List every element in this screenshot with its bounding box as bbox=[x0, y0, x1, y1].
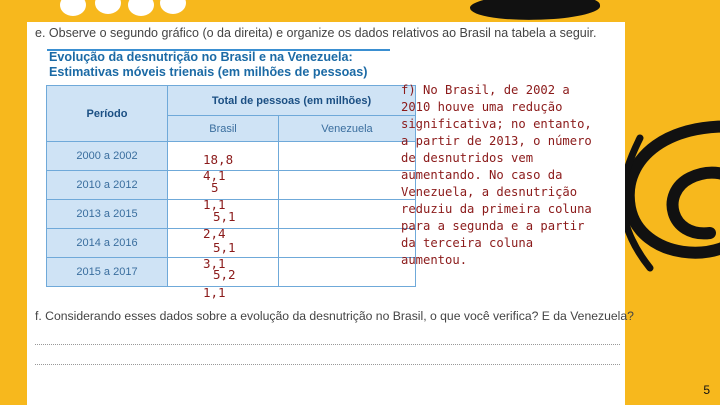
period-cell: 2014 a 2016 bbox=[47, 229, 168, 258]
decor-dot bbox=[95, 0, 121, 14]
venezuela-cell[interactable] bbox=[279, 200, 416, 229]
handwritten-value: 3,1 bbox=[203, 256, 226, 271]
period-cell: 2000 a 2002 bbox=[47, 142, 168, 171]
data-table bbox=[46, 85, 416, 287]
venezuela-cell[interactable] bbox=[279, 142, 416, 171]
period-header: Período bbox=[47, 86, 168, 142]
worksheet-page bbox=[27, 22, 634, 405]
col-header-brasil: Brasil bbox=[168, 116, 279, 142]
answer-line bbox=[35, 344, 620, 345]
answer-f-text: f) No Brasil, de 2002 a 2010 houve uma redução significativa; no entanto, a partir de 2013, o número de desnutridos vem aumentando. No caso da Venezuela, a desnutrição reduziu da primeira coluna para a segunda e a partir da terceira coluna aumentou. bbox=[401, 83, 592, 267]
page-number: 5 bbox=[703, 383, 710, 397]
decor-dot bbox=[128, 0, 154, 16]
handwritten-value: 5,1 bbox=[213, 240, 236, 255]
handwritten-value: 5 bbox=[211, 180, 219, 195]
table-title-line2: Estimativas móveis trienais (em milhões de pessoas) bbox=[49, 65, 368, 79]
total-header: Total de pessoas (em milhões) bbox=[168, 86, 416, 116]
answer-line bbox=[35, 364, 620, 365]
handwritten-value: 5,2 bbox=[213, 267, 236, 282]
decor-ink-blob bbox=[469, 0, 600, 23]
handwritten-value: 2,4 bbox=[203, 226, 226, 241]
venezuela-cell[interactable] bbox=[279, 229, 416, 258]
decor-dot bbox=[160, 0, 186, 14]
period-cell: 2010 a 2012 bbox=[47, 171, 168, 200]
venezuela-cell[interactable] bbox=[279, 258, 416, 287]
table-title bbox=[49, 50, 389, 80]
question-f: f. Considerando esses dados sobre a evolução da desnutrição no Brasil, o que você verifica? E da Venezuela? bbox=[35, 309, 634, 323]
handwritten-value: 5,1 bbox=[213, 209, 236, 224]
period-cell: 2015 a 2017 bbox=[47, 258, 168, 287]
handwritten-value: 4,1 bbox=[203, 168, 226, 183]
handwritten-value: 1,1 bbox=[203, 285, 226, 300]
question-e: e. Observe o segundo gráfico (o da direita) e organize os dados relativos ao Brasil na tabela a seguir. bbox=[35, 26, 597, 40]
venezuela-cell[interactable] bbox=[279, 171, 416, 200]
decor-swirl bbox=[610, 118, 720, 278]
table-title-line1: Evolução da desnutrição no Brasil e na Venezuela: bbox=[49, 50, 353, 64]
period-cell: 2013 a 2015 bbox=[47, 200, 168, 229]
handwritten-value: 18,8 bbox=[203, 152, 234, 167]
col-header-venezuela: Venezuela bbox=[279, 116, 416, 142]
handwritten-value: 1,1 bbox=[203, 197, 226, 212]
decor-dot bbox=[60, 0, 86, 16]
